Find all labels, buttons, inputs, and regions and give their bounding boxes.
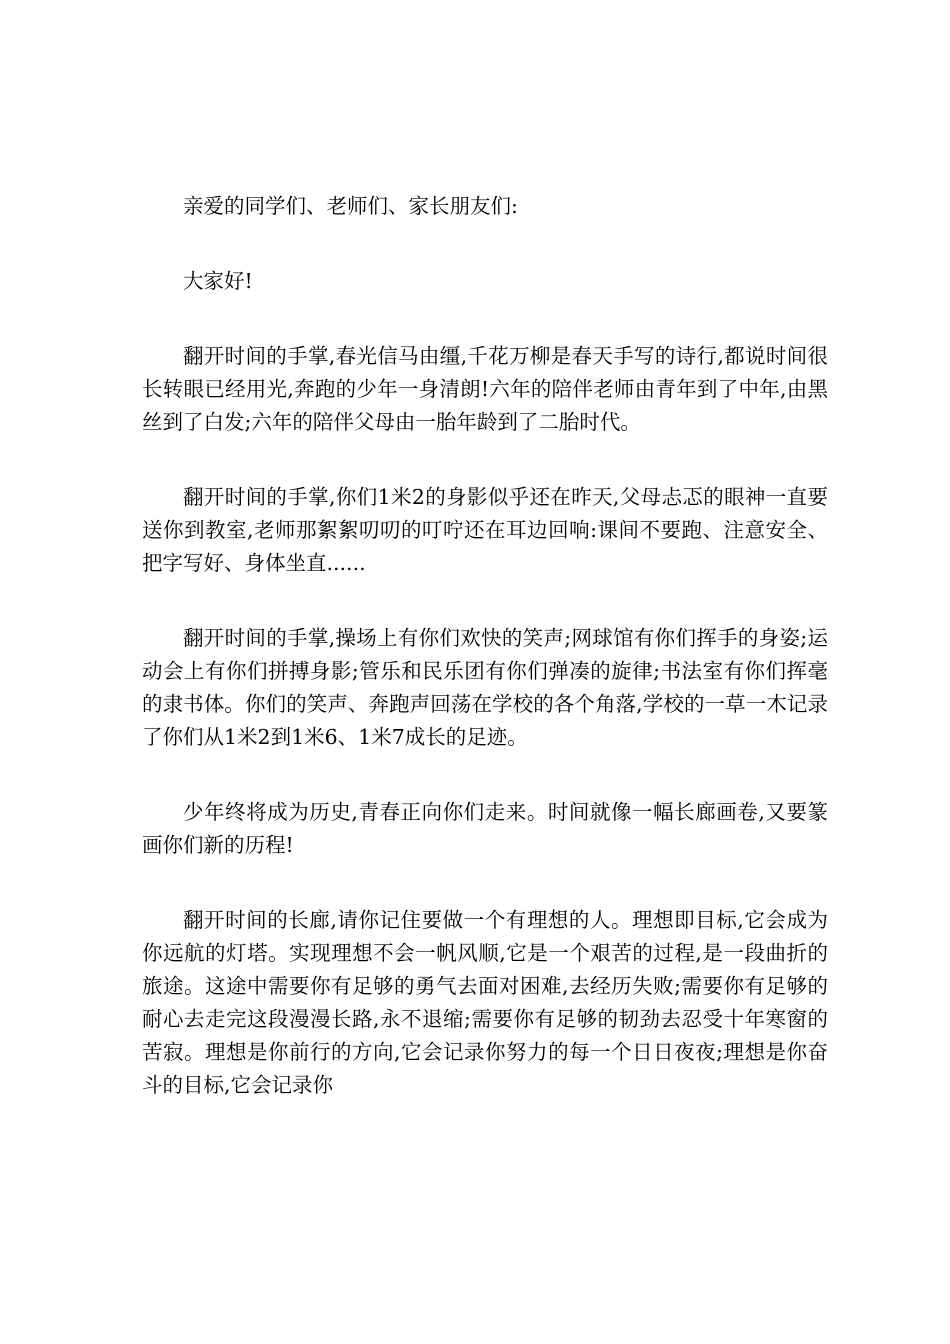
body-paragraph-4: 少年终将成为历史,青春正向你们走来。时间就像一幅长廊画卷,又要篆画你们新的历程! [142, 800, 828, 857]
body-paragraph-5: 翻开时间的长廊,请你记住要做一个有理想的人。理想即目标,它会成为你远航的灯塔。实现理想不会一帆风顺,它是一个艰苦的过程,是一段曲折的旅途。这途中需要你有足够的勇气去面对困难,去经历失败;需要你有足够的耐心去走完这段漫漫长路,永不退缩;需要你有足够的韧劲去忍受十年寒窗的苦寂。理想是你前行的方向,它会记录你努力的每一个日日夜夜;理想是你奋斗的目标,它会记录你 [142, 908, 828, 1097]
speech-text-body [142, 190, 828, 1102]
greeting-paragraph: 大家好! [183, 269, 253, 293]
body-paragraph-3: 翻开时间的手掌,操场上有你们欢快的笑声;网球馆有你们挥手的身姿;运动会上有你们拼搏身影;管乐和民乐团有你们弹凑的旋律;书法室有你们挥毫的隶书体。你们的笑声、奔跑声回荡在学校的各个角落,学校的一草一木记录了你们从1米2到1米6、1米7成长的足迹。 [142, 626, 828, 749]
salutation-paragraph: 亲爱的同学们、老师们、家长朋友们: [183, 194, 518, 218]
body-paragraph-2: 翻开时间的手掌,你们1米2的身影似乎还在昨天,父母忐忑的眼神一直要送你到教室,老师那絮絮叨叨的叮咛还在耳边回响:课间不要跑、注意安全、把字写好、身体坐直...... [142, 485, 828, 575]
body-paragraph-1: 翻开时间的手掌,春光信马由缰,千花万柳是春天手写的诗行,都说时间很长转眼已经用光,奔跑的少年一身清朗!六年的陪伴老师由青年到了中年,由黑丝到了白发;六年的陪伴父母由一胎年龄到了二胎时代。 [142, 344, 828, 434]
